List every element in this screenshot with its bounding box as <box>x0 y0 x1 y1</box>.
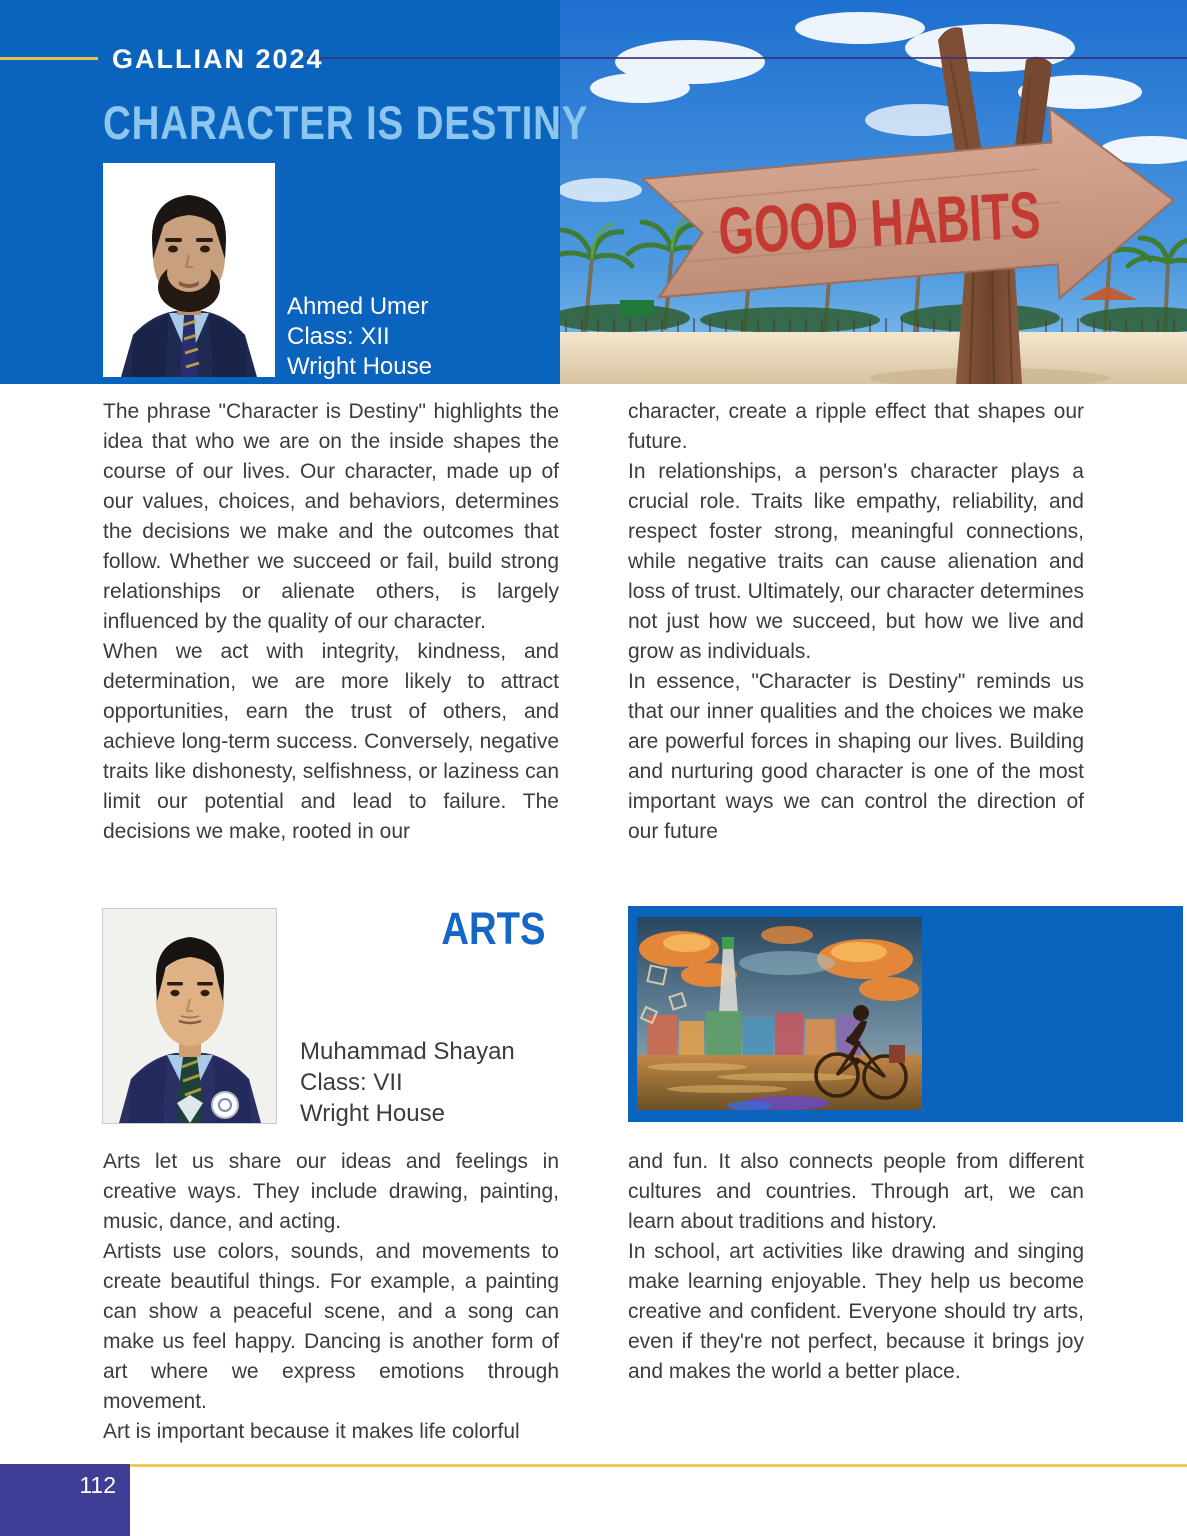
paragraph: and fun. It also connects people from different cultures and countries. Through art, we can learn about traditions and history. <box>628 1150 1084 1233</box>
paragraph: When we act with integrity, kindness, and determination, we are more likely to attract opportunities, earn the trust of others, and achieve long-term success. Conversely, negative traits like dishonesty, selfishness, or laziness can limit our potential and lead to failure. The decisions we make, rooted in our <box>103 640 559 843</box>
arts-essay-right-column <box>628 1147 1084 1387</box>
paragraph: The phrase "Character is Destiny" highlights the idea that who we are on the inside shapes the course of our lives. Our character, made up of our values, choices, and behaviors, determines the decisions we make and the outcomes that follow. Whether we succeed or fail, build strong relationships or alienate others, is largely influenced by the quality of our character. <box>103 400 559 633</box>
paragraph: character, create a ripple effect that shapes our future. <box>628 400 1084 453</box>
student-house: Wright House <box>287 353 432 380</box>
header-rule-yellow <box>0 57 98 60</box>
header-rule-dark <box>306 57 1187 59</box>
student-photo-ahmed-umer <box>103 163 275 377</box>
arts-section-title: ARTS <box>440 903 545 954</box>
student-class: Class: VII <box>300 1069 403 1096</box>
page-number-box <box>0 1464 130 1536</box>
arts-essay-left-column <box>103 1147 559 1447</box>
paragraph: Arts let us share our ideas and feelings in creative ways. They include drawing, painting, music, dance, and acting. <box>103 1150 559 1233</box>
paragraph: In school, art activities like drawing and singing make learning enjoyable. They help us become creative and confident. Everyone should try arts, even if they're not perfect, because it brings joy and makes the world a better place. <box>628 1240 1084 1383</box>
portrait-illustration <box>103 163 275 377</box>
footer-rule-yellow <box>130 1464 1187 1467</box>
good-habits-sign-text: GOOD HABITS <box>716 169 1186 268</box>
character-essay-left-column <box>103 397 559 847</box>
student-name: Muhammad Shayan <box>300 1038 515 1065</box>
paragraph: In essence, "Character is Destiny" reminds us that our inner qualities and the choices we make are powerful forces in shaping our lives. Building and nurturing good character is one of the most important ways we can control the direction of our future <box>628 670 1084 843</box>
student-name: Ahmed Umer <box>287 293 429 320</box>
character-essay-right-column <box>628 397 1084 847</box>
student-photo-muhammad-shayan <box>102 908 277 1124</box>
arts-artwork-frame <box>628 906 1183 1122</box>
masthead-title: GALLIAN 2024 <box>112 44 324 74</box>
paragraph: Art is important because it makes life colorful <box>103 1420 520 1443</box>
student-caption <box>287 292 432 382</box>
student-house: Wright House <box>300 1100 445 1127</box>
portrait-illustration <box>103 909 276 1123</box>
student-caption <box>300 1036 515 1129</box>
paragraph: In relationships, a person's character plays a crucial role. Traits like empathy, reliability, and respect foster strong, meaningful connections, while negative traits can cause alienation and loss of trust. Ultimately, our character determines not just how we succeed, but how we live and grow as individuals. <box>628 460 1084 663</box>
paragraph: Artists use colors, sounds, and movements to create beautiful things. For example, a painting can show a peaceful scene, and a song can make us feel happy. Dancing is another form of art where we express emotions through movement. <box>103 1240 559 1413</box>
article-title: CHARACTER IS DESTINY <box>103 96 589 149</box>
page-number: 112 <box>79 1472 116 1498</box>
student-class: Class: XII <box>287 323 390 350</box>
arts-artwork-illustration <box>637 917 922 1110</box>
